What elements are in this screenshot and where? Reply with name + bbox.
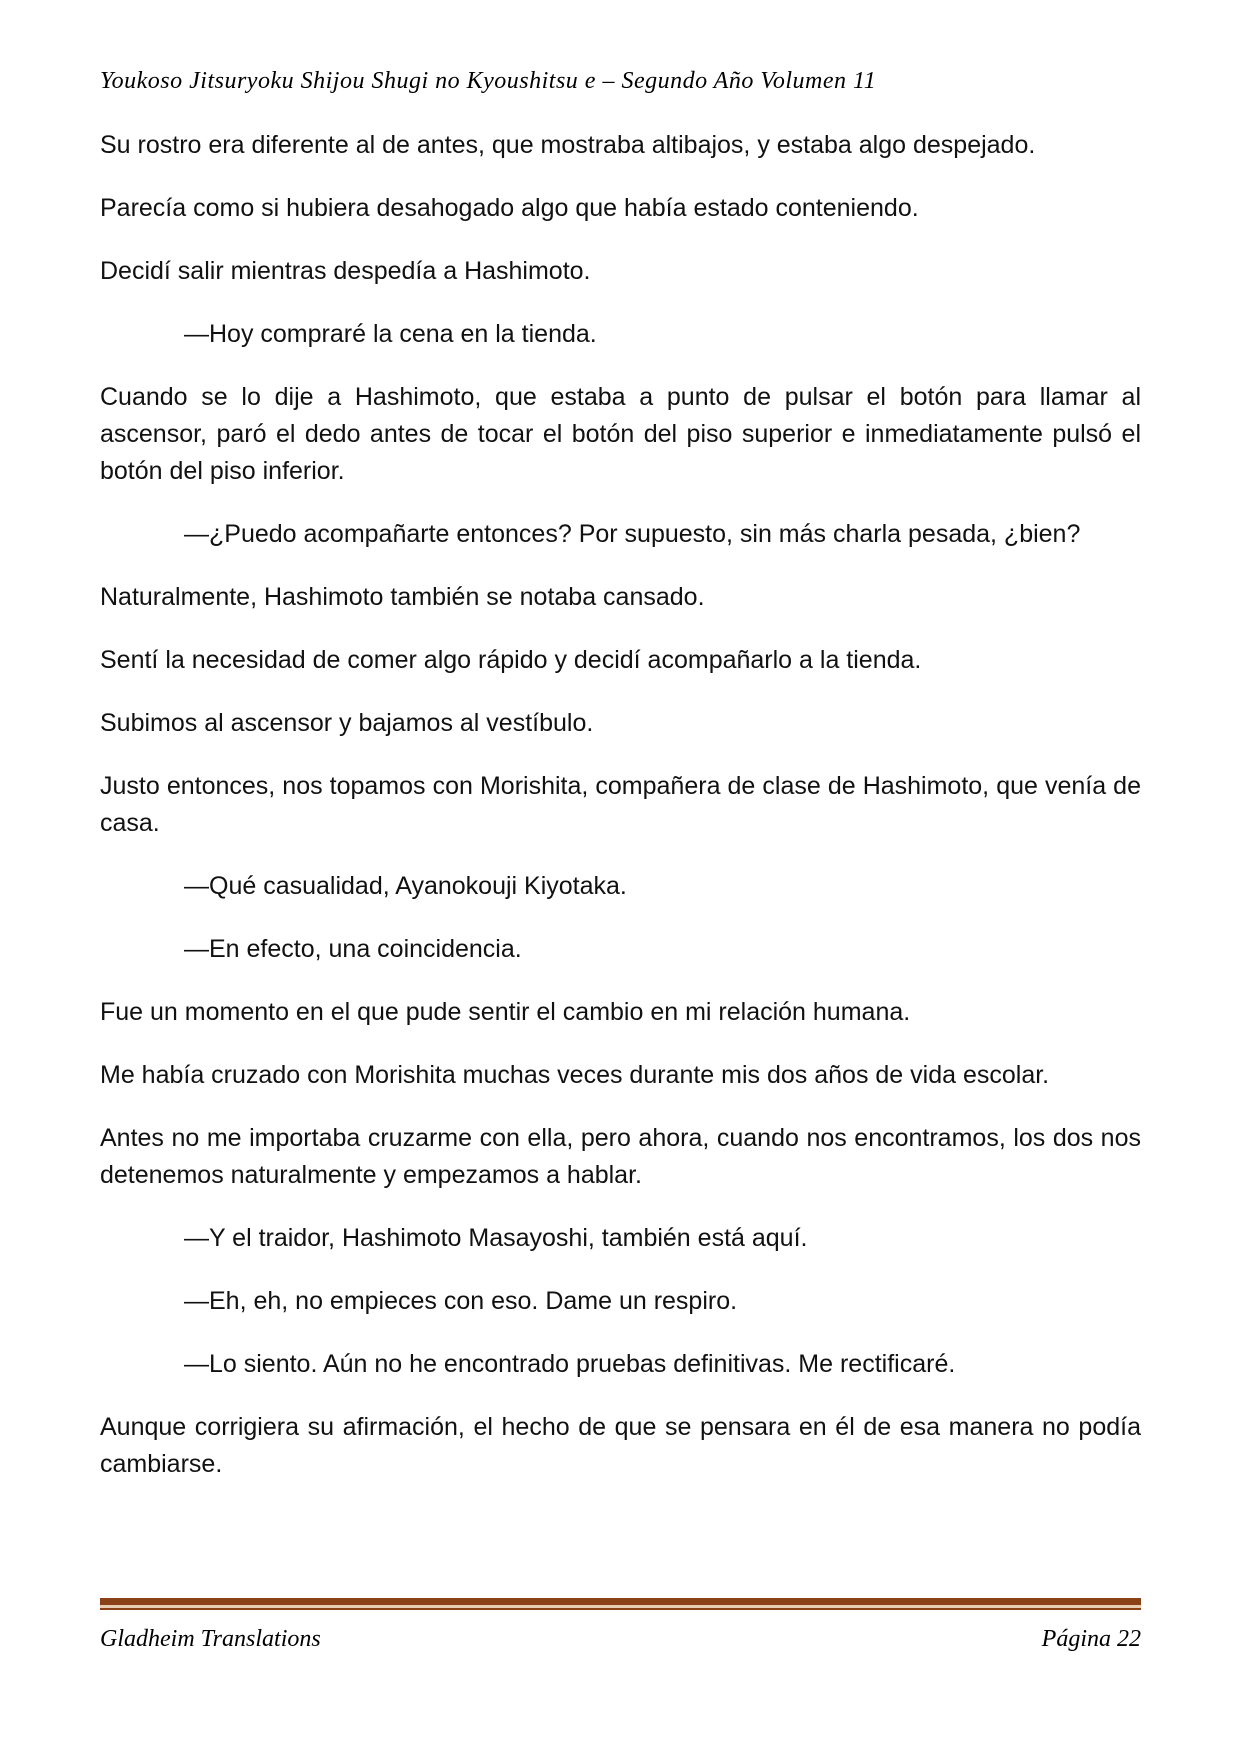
footer-page-number: Página 22 [1041,1626,1141,1652]
dialogue-paragraph: —Hoy compraré la cena en la tienda. [184,320,597,348]
paragraph: Justo entonces, nos topamos con Morishita, compañera de clase de Hashimoto, que venía de casa. [100,772,1141,837]
dialogue-paragraph: —Y el traidor, Hashimoto Masayoshi, también está aquí. [184,1224,808,1252]
dialogue-paragraph: —En efecto, una coincidencia. [184,935,522,963]
dialogue-paragraph: —¿Puedo acompañarte entonces? Por supuesto, sin más charla pesada, ¿bien? [184,520,1081,548]
dialogue-paragraph: —Qué casualidad, Ayanokouji Kiyotaka. [184,872,627,900]
page-header-title: Youkoso Jitsuryoku Shijou Shugi no Kyoushitsu e – Segundo Año Volumen 11 [100,68,877,94]
page-footer [100,1598,1141,1653]
paragraph: Cuando se lo dije a Hashimoto, que estaba a punto de pulsar el botón para llamar al ascensor, paró el dedo antes de tocar el botón del piso superior e inmediatamente pulsó el botón del piso inferior. [100,383,1141,485]
paragraph: Sentí la necesidad de comer algo rápido y decidí acompañarlo a la tienda. [100,646,922,674]
paragraph: Su rostro era diferente al de antes, que mostraba altibajos, y estaba algo despejado. [100,131,1036,159]
paragraph: Antes no me importaba cruzarme con ella, pero ahora, cuando nos encontramos, los dos nos detenemos naturalmente y empezamos a hablar. [100,1124,1141,1189]
dialogue-paragraph: —Lo siento. Aún no he encontrado pruebas definitivas. Me rectificaré. [184,1350,956,1378]
paragraph: Subimos al ascensor y bajamos al vestíbulo. [100,709,594,737]
paragraph: Aunque corrigiera su afirmación, el hecho de que se pensara en él de esa manera no podía cambiarse. [100,1413,1141,1478]
paragraph: Fue un momento en el que pude sentir el cambio en mi relación humana. [100,998,911,1026]
page-body [100,127,1141,1483]
footer-translator: Gladheim Translations [100,1626,321,1652]
paragraph: Parecía como si hubiera desahogado algo que había estado conteniendo. [100,194,919,222]
footer-row [100,1626,1141,1653]
footer-divider [100,1598,1141,1610]
paragraph: Naturalmente, Hashimoto también se notaba cansado. [100,583,705,611]
paragraph: Me había cruzado con Morishita muchas veces durante mis dos años de vida escolar. [100,1061,1050,1089]
dialogue-paragraph: —Eh, eh, no empieces con eso. Dame un respiro. [184,1287,738,1315]
paragraph: Decidí salir mientras despedía a Hashimoto. [100,257,591,285]
